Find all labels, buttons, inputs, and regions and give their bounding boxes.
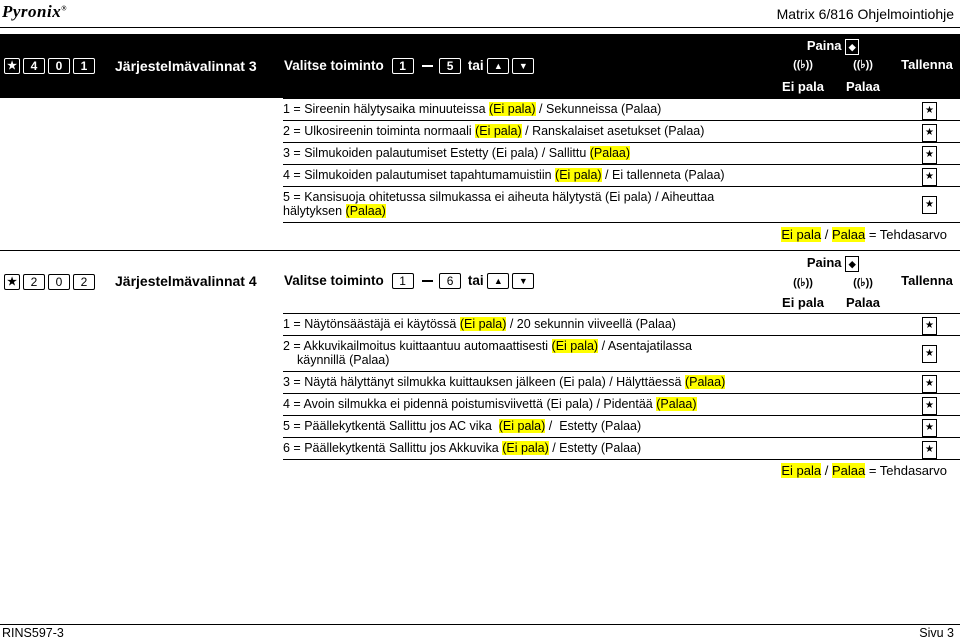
section2-select (284, 273, 537, 289)
section2-default: Ei pala / Palaa = Tehdasarvo (781, 463, 947, 478)
section1-select (284, 58, 537, 74)
document-title: Matrix 6/816 Ohjelmointiohje (776, 6, 954, 22)
section1-ei-pala: Ei pala (782, 79, 824, 94)
lock-icon: ◆ (845, 256, 859, 272)
section2-row: 1 = Näytönsäästäjä ei käytössä (Ei pala) / 20 sekunnin viiveellä (Palaa) ★ (283, 313, 960, 335)
select-label: Valitse toiminto (284, 58, 384, 73)
section2-row: 5 = Päällekytkentä Sallittu jos AC vika (Ei pala) / Estetty (Palaa) ★ (283, 415, 960, 437)
star-icon: ★ (922, 168, 937, 186)
or-label: tai (467, 58, 484, 73)
section1-key: 1 (73, 58, 95, 74)
section1-row: 1 = Sireenin hälytysaika minuuteissa (Ei pala) / Sekunneissa (Palaa) ★ (283, 98, 960, 120)
range-start-key: 1 (392, 273, 414, 289)
row-divider (283, 459, 960, 460)
header-divider (0, 27, 960, 28)
range-dash (422, 280, 433, 282)
pyronix-logo: Pyronix® (2, 2, 67, 21)
arrow-down-icon: ▼ (512, 273, 534, 289)
section1-title: Järjestelmävalinnat 3 (115, 58, 257, 74)
section2-paina: Paina ◆ (788, 255, 878, 272)
range-start-key: 1 (392, 58, 414, 74)
or-label: tai (467, 273, 484, 288)
bell-icon: ((♭)) (793, 59, 813, 71)
range-dash (422, 65, 433, 67)
section2-row: 4 = Avoin silmukka ei pidennä poistumisviivettä (Ei pala) / Pidentää (Palaa) ★ (283, 393, 960, 415)
section2-top-divider (0, 250, 960, 251)
arrow-up-icon: ▲ (487, 273, 509, 289)
star-icon: ★ (922, 397, 937, 415)
bell-icon: ((♭)) (853, 277, 873, 289)
arrow-up-icon: ▲ (487, 58, 509, 74)
range-end-key: 6 (439, 273, 461, 289)
footer-divider (0, 624, 960, 625)
section1-paina: Paina ◆ (788, 38, 878, 55)
section1-palaa: Palaa (846, 79, 880, 94)
bell-icon: ((♭)) (853, 59, 873, 71)
section1-row: 5 = Kansisuoja ohitetussa silmukassa ei aiheuta hälytystä (Ei pala) / Aiheuttaa hälytyksen (Palaa) ★ (283, 186, 960, 222)
section2-title: Järjestelmävalinnat 4 (115, 273, 257, 289)
arrow-down-icon: ▼ (512, 58, 534, 74)
section1-key: 4 (23, 58, 45, 74)
section2-tallenna: Tallenna (901, 273, 953, 288)
star-icon: ★ (922, 317, 937, 335)
star-icon: ★ (922, 441, 937, 459)
section2-key: 2 (73, 274, 95, 290)
section1-row: 3 = Silmukoiden palautumiset Estetty (Ei pala) / Sallittu (Palaa) ★ (283, 142, 960, 164)
star-icon: ★ (922, 146, 937, 164)
star-icon: ★ (922, 102, 937, 120)
section2-key-sequence (4, 273, 98, 291)
section1-tallenna: Tallenna (901, 57, 953, 72)
star-icon: ★ (4, 274, 20, 290)
star-icon: ★ (922, 419, 937, 437)
footer-doc-code: RINS597-3 (2, 626, 64, 640)
section1-key: 0 (48, 58, 70, 74)
star-icon: ★ (922, 196, 937, 214)
section2-row: 3 = Näytä hälyttänyt silmukka kuittauksen jälkeen (Ei pala) / Hälyttäessä (Palaa) ★ (283, 371, 960, 393)
section2-ei-pala: Ei pala (782, 295, 824, 310)
bell-icon: ((♭)) (793, 277, 813, 289)
star-icon: ★ (922, 345, 937, 363)
range-end-key: 5 (439, 58, 461, 74)
select-label: Valitse toiminto (284, 273, 384, 288)
footer-page-number: Sivu 3 (919, 626, 954, 640)
section1-default: Ei pala / Palaa = Tehdasarvo (781, 227, 947, 242)
section2-row: 2 = Akkuvikailmoitus kuittaantuu automaattisesti (Ei pala) / Asentajatilassa käynnillä (Palaa) ★ (283, 335, 960, 371)
star-icon: ★ (922, 124, 937, 142)
section2-palaa: Palaa (846, 295, 880, 310)
star-icon: ★ (4, 58, 20, 74)
row-divider (283, 222, 960, 223)
lock-icon: ◆ (845, 39, 859, 55)
section2-key: 2 (23, 274, 45, 290)
section1-row: 4 = Silmukoiden palautumiset tapahtumamuistiin (Ei pala) / Ei tallenneta (Palaa) ★ (283, 164, 960, 186)
section1-key-sequence (4, 57, 98, 75)
star-icon: ★ (922, 375, 937, 393)
section1-row: 2 = Ulkosireenin toiminta normaali (Ei pala) / Ranskalaiset asetukset (Palaa) ★ (283, 120, 960, 142)
section2-row: 6 = Päällekytkentä Sallittu jos Akkuvika (Ei pala) / Estetty (Palaa) ★ (283, 437, 960, 459)
section2-key: 0 (48, 274, 70, 290)
